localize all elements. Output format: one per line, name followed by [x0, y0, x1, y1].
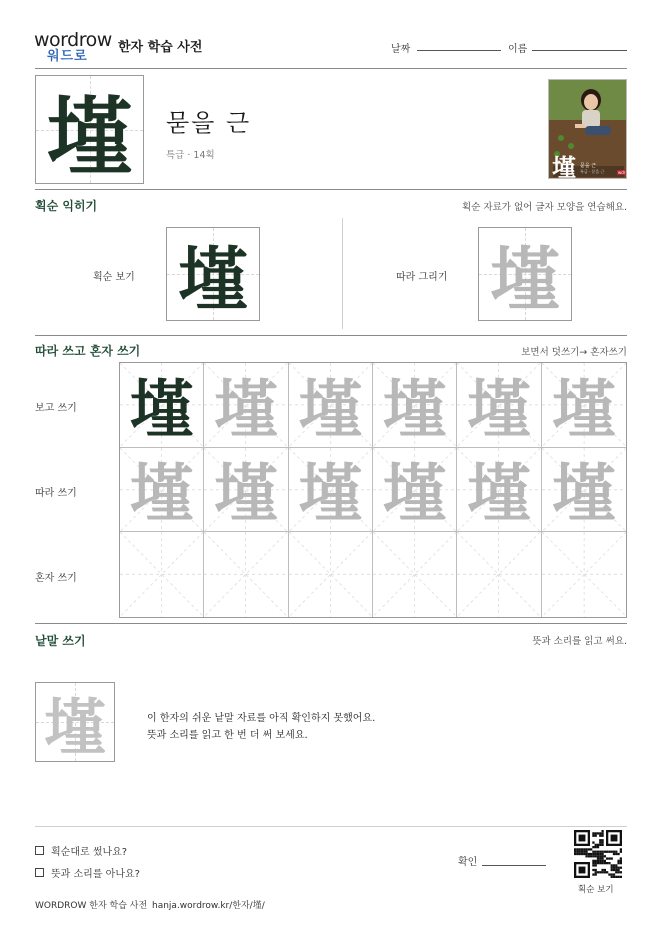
date-field[interactable] — [417, 50, 501, 51]
thumbnail-meaning: 묻을 근 — [580, 163, 597, 169]
thumbnail-caption: 특급 · 묻을 근 — [580, 169, 605, 174]
row-label-see: 보고 쓰기 — [35, 403, 77, 414]
practice-cell[interactable] — [120, 363, 204, 448]
word-section-note: 뜻과 소리를 읽고 써요. — [532, 636, 627, 647]
checklist-label: 뜻과 소리를 아나요? — [51, 869, 140, 880]
checkbox[interactable] — [35, 868, 44, 877]
word-hanja: 墐 — [43, 690, 106, 764]
trace-hanja: 墐 — [490, 237, 560, 321]
section-divider — [35, 623, 627, 624]
practice-cell[interactable] — [373, 532, 457, 617]
row-label-alone: 혼자 쓰기 — [35, 573, 77, 584]
trace-hanja: 墐 — [298, 372, 363, 448]
word-message-2: 뜻과 소리를 읽고 한 번 더 써 보세요. — [147, 730, 308, 741]
name-label: 이름 — [508, 44, 528, 55]
trace-hanja: 墐 — [466, 457, 531, 533]
stroke-divider — [342, 218, 343, 329]
main-hanja: 墐 — [46, 86, 133, 188]
date-label: 날짜 — [391, 44, 411, 55]
trace-hanja: 墐 — [129, 457, 194, 533]
practice-cell[interactable] — [542, 448, 626, 533]
practice-cell[interactable] — [289, 532, 373, 617]
trace-hanja: 墐 — [551, 457, 616, 533]
practice-cell[interactable] — [457, 363, 541, 448]
practice-cell[interactable] — [373, 448, 457, 533]
app-title: 한자 학습 사전 — [118, 40, 203, 55]
cell-guide-lines — [373, 532, 456, 617]
trace-hanja: 墐 — [213, 372, 278, 448]
practice-cell[interactable] — [373, 363, 457, 448]
row-label-trace: 따라 쓰기 — [35, 488, 77, 499]
practice-cell[interactable] — [542, 363, 626, 448]
trace-hanja: 墐 — [466, 372, 531, 448]
cell-guide-lines — [204, 532, 287, 617]
practice-cell[interactable] — [120, 532, 204, 617]
confirm-field[interactable] — [482, 865, 546, 866]
hanja-meaning: 묻을 근 — [166, 109, 252, 137]
logo-korean: 워드로 — [47, 49, 88, 64]
confirm-label: 확인 — [458, 857, 478, 868]
word-hanja-box — [35, 682, 115, 762]
practice-cell[interactable] — [457, 448, 541, 533]
footer-url[interactable]: hanja.wordrow.kr/한자/墐/ — [152, 901, 265, 911]
grade-strokes: 특급 · 14획 — [166, 150, 215, 161]
practice-section-title: 따라 쓰고 혼자 쓰기 — [35, 344, 141, 358]
cell-guide-lines — [542, 532, 626, 617]
practice-cell[interactable] — [204, 448, 288, 533]
practice-cell[interactable] — [289, 448, 373, 533]
stroke-view-hanja: 墐 — [178, 237, 248, 321]
practice-cell[interactable] — [457, 532, 541, 617]
stroke-view-box — [166, 227, 260, 321]
footer-divider — [35, 826, 627, 827]
checklist-label: 획순대로 썼나요? — [51, 847, 128, 858]
practice-cell[interactable] — [204, 532, 288, 617]
logo-wordmark: wordrow — [34, 29, 112, 51]
cell-guide-lines — [120, 532, 203, 617]
trace-hanja: 墐 — [382, 372, 447, 448]
section-divider — [35, 335, 627, 336]
word-section-title: 낱말 쓰기 — [35, 634, 86, 648]
practice-grid — [119, 362, 627, 618]
word-message-1: 이 한자의 쉬운 낱말 자료를 아직 확인하지 못했어요. — [147, 713, 376, 724]
checklist-item[interactable] — [35, 865, 140, 880]
trace-label: 따라 그리기 — [396, 272, 448, 283]
stroke-view-label: 획순 보기 — [93, 272, 135, 283]
illustration-thumbnail — [548, 79, 627, 179]
checkbox[interactable] — [35, 846, 44, 855]
practice-cell[interactable] — [204, 363, 288, 448]
qr-caption: 획순 보기 — [578, 885, 614, 895]
trace-hanja: 墐 — [382, 457, 447, 533]
footer-brand: WORDROW 한자 학습 사전 — [35, 901, 148, 911]
qr-code-icon[interactable] — [574, 830, 622, 878]
practice-cell[interactable] — [289, 363, 373, 448]
stroke-section-note: 획순 자료가 없어 글자 모양을 연습해요. — [462, 202, 627, 213]
name-field[interactable] — [532, 50, 627, 51]
section-divider — [35, 189, 627, 190]
practice-cell[interactable] — [542, 532, 626, 617]
thumbnail-badge: wdr — [618, 170, 626, 175]
stroke-section-title: 획순 익히기 — [35, 199, 98, 213]
main-hanja-box — [35, 75, 144, 188]
model-hanja: 墐 — [129, 372, 194, 448]
practice-cell[interactable] — [120, 448, 204, 533]
trace-box[interactable] — [478, 227, 572, 321]
trace-hanja: 墐 — [213, 457, 278, 533]
cell-guide-lines — [457, 532, 540, 617]
cell-guide-lines — [289, 532, 372, 617]
trace-hanja: 墐 — [298, 457, 363, 533]
checklist-item[interactable] — [35, 843, 127, 858]
wordrow-logo — [34, 30, 110, 64]
trace-hanja: 墐 — [551, 372, 616, 448]
thumbnail-hanja: 墐 — [552, 153, 576, 179]
practice-section-note: 보면서 덧쓰기→ 혼자쓰기 — [521, 347, 627, 358]
